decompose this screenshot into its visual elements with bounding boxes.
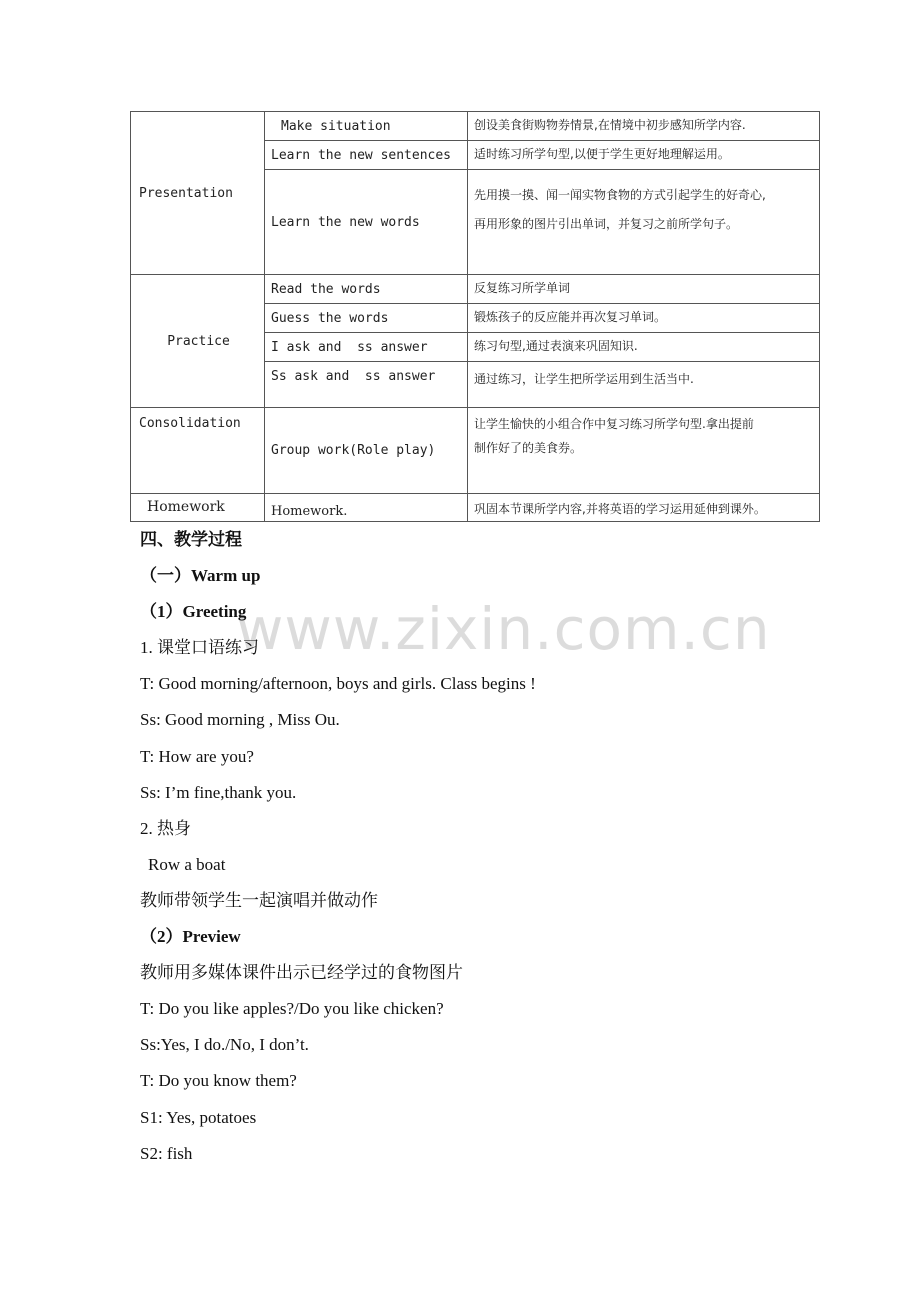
watermark: www.zixin.com.cn — [236, 595, 771, 663]
dialogue-line: T: Do you like apples?/Do you like chicken? — [140, 999, 444, 1019]
stage-cell-practice: Practice — [131, 275, 265, 408]
table-row — [131, 275, 820, 304]
text-line: 2. 热身 — [140, 818, 191, 838]
teaching-plan-table — [130, 111, 820, 522]
desc-line: 先用摸一摸、闻一闻实物食物的方式引起学生的好奇心, — [474, 188, 766, 202]
step-cell: Learn the new words — [265, 170, 468, 275]
table-row — [131, 494, 820, 522]
dialogue-line: T: How are you? — [140, 746, 254, 766]
dialogue-line: S1: Yes, potatoes — [140, 1107, 257, 1127]
text-line: 教师带领学生一起演唱并做动作 — [140, 890, 378, 910]
desc-cell: 练习句型,通过表演来巩固知识. — [468, 333, 820, 362]
table-row — [131, 408, 820, 494]
subsection-heading: （1）Greeting — [140, 602, 247, 622]
dialogue-line: S2: fish — [140, 1143, 193, 1163]
desc-cell — [468, 408, 820, 494]
dialogue-line: Ss:Yes, I do./No, I don’t. — [140, 1035, 309, 1055]
text-line: 教师用多媒体课件出示已经学过的食物图片 — [140, 963, 463, 983]
dialogue-line: Ss: I’m fine,thank you. — [140, 782, 297, 802]
step-cell: Guess the words — [265, 304, 468, 333]
dialogue-line: T: Do you know them? — [140, 1071, 297, 1091]
desc-cell: 创设美食街购物券情景,在情境中初步感知所学内容. — [468, 112, 820, 141]
desc-cell: 适时练习所学句型,以便于学生更好地理解运用。 — [468, 141, 820, 170]
stage-cell-consolidation: Consolidation — [131, 408, 265, 494]
desc-line: 再用形象的图片引出单词，并复习之前所学句子。 — [474, 217, 739, 231]
step-cell: Homework. — [265, 494, 468, 522]
step-cell: Ss ask and ss answer — [265, 362, 468, 408]
desc-line: 制作好了的美食券。 — [474, 441, 583, 455]
desc-cell: 巩固本节课所学内容,并将英语的学习运用延伸到课外。 — [468, 494, 820, 522]
dialogue-line: T: Good morning/afternoon, boys and girls. Class begins ! — [140, 674, 536, 694]
stage-cell-presentation: Presentation — [131, 112, 265, 275]
text-line: Row a boat — [148, 854, 226, 874]
dialogue-line: Ss: Good morning , Miss Ou. — [140, 710, 340, 730]
lesson-process-text — [140, 522, 820, 1172]
subsection-heading: （2）Preview — [140, 927, 241, 947]
desc-cell: 反复练习所学单词 — [468, 275, 820, 304]
stage-cell-homework: Homework — [131, 494, 265, 522]
section-heading: 四、教学过程 — [140, 530, 242, 549]
desc-cell — [468, 170, 820, 275]
desc-line: 让学生愉快的小组合作中复习练习所学句型.拿出提前 — [474, 417, 754, 431]
subsection-heading: （一）Warm up — [140, 566, 261, 586]
text-line: 1. 课堂口语练习 — [140, 638, 259, 658]
step-cell: I ask and ss answer — [265, 333, 468, 362]
step-cell: Learn the new sentences — [265, 141, 468, 170]
desc-cell: 锻炼孩子的反应能并再次复习单词。 — [468, 304, 820, 333]
step-cell: Group work(Role play) — [265, 408, 468, 494]
desc-cell: 通过练习，让学生把所学运用到生活当中. — [468, 362, 820, 408]
step-cell: Make situation — [265, 112, 468, 141]
table-row — [131, 112, 820, 141]
step-cell: Read the words — [265, 275, 468, 304]
